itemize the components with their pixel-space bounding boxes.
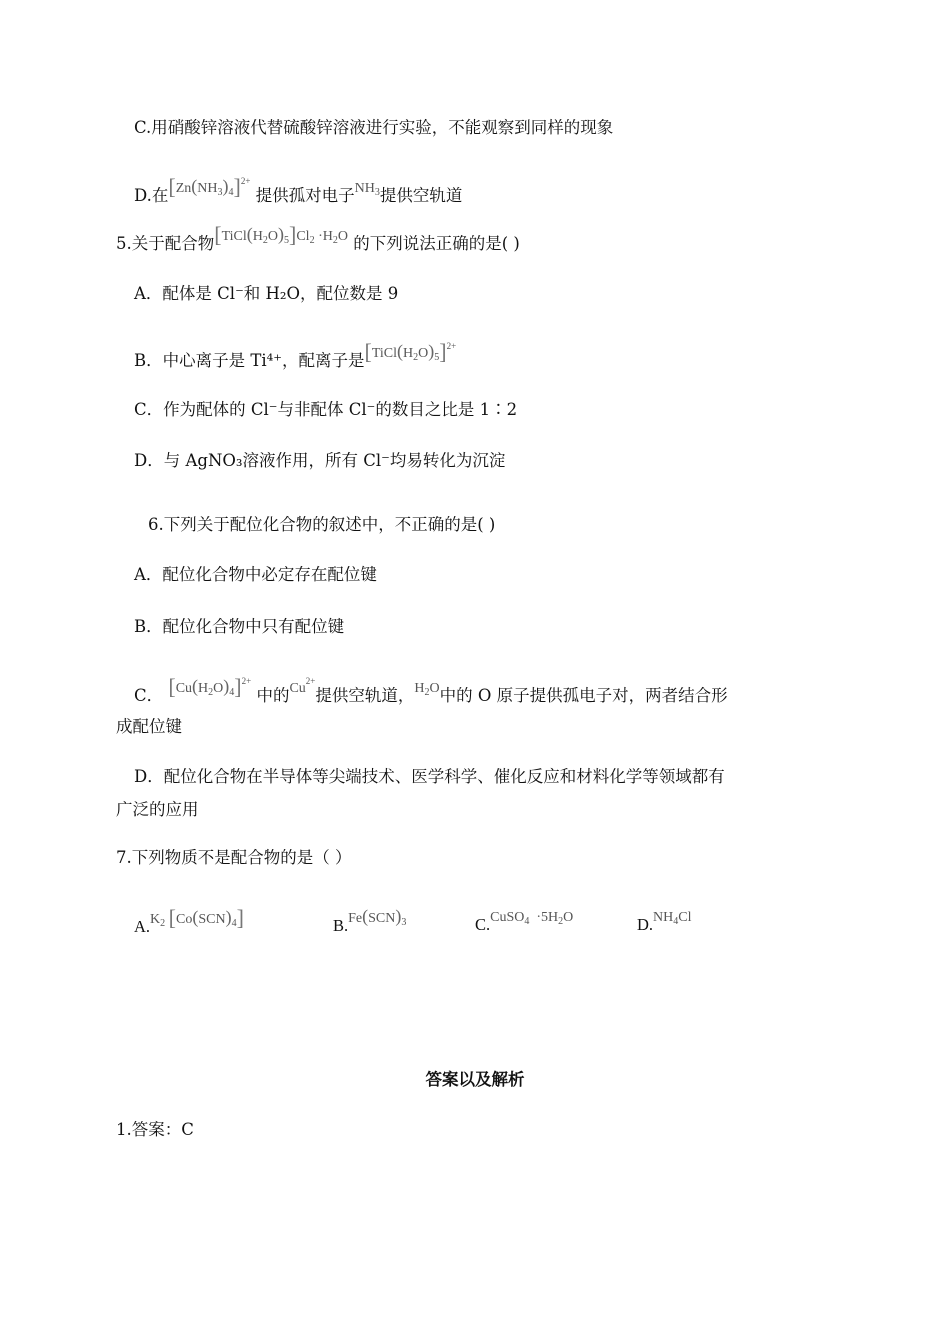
formula-nh3: NH3 [354, 181, 380, 198]
formula-h2o: H2O [414, 681, 440, 698]
q6-option-c-prefix: C． [134, 686, 164, 705]
q5-option-b [134, 339, 457, 374]
q6-option-c-mid1: 中的 [256, 686, 290, 705]
answers-heading: 答案以及解析 [425, 1070, 525, 1089]
formula-ticl-complex-ion: [TiCl(H2O)5]2+ [364, 339, 457, 364]
q5-option-a: A．配体是 Cl⁻和 H₂O，配位数是 9 [134, 284, 399, 303]
q7-option-b [333, 906, 407, 939]
formula-cuso4-5h2o: CuSO4 ·5H2O [490, 910, 574, 927]
formula-nh4cl: NH4Cl [653, 910, 692, 927]
q6-option-c-line2: 成配位键 [116, 717, 182, 736]
q5-stem [116, 222, 520, 257]
q7-option-d-label: D. [637, 915, 654, 934]
q7-option-a-label: A. [134, 917, 151, 936]
q4-option-d-mid: 提供孤对电子 [255, 186, 355, 205]
q5-stem-prefix: 5.关于配合物 [116, 234, 215, 253]
q6-option-d-line1: D．配位化合物在半导体等尖端技术、医学科学、催化反应和材料化学等领域都有 [134, 767, 725, 786]
q5-option-c: C．作为配体的 Cl⁻与非配体 Cl⁻的数目之比是 1∶2 [134, 400, 518, 419]
q6-stem: 6.下列关于配位化合物的叙述中，不正确的是( ) [148, 515, 496, 534]
q7-option-c [475, 910, 574, 938]
q6-option-d-line2: 广泛的应用 [116, 800, 199, 819]
q6-option-c-mid2: 提供空轨道， [315, 686, 415, 705]
q5-stem-suffix: 的下列说法正确的是( ) [353, 234, 520, 253]
q7-option-a [134, 905, 244, 940]
q6-option-b: B．配位化合物中只有配位键 [134, 617, 345, 636]
q7-option-d [637, 910, 692, 938]
q6-option-c [134, 674, 728, 709]
formula-k2-co-scn4: K2 [Co(SCN)4] [150, 905, 244, 930]
formula-zn-nh3-complex: [Zn(NH3)4]2+ [168, 174, 251, 199]
q6-option-c-mid3: 中的 O 原子提供孤电子对，两者结合形 [439, 686, 728, 705]
q5-option-d: D．与 AgNO₃溶液作用，所有 Cl⁻均易转化为沉淀 [134, 451, 506, 470]
q4-option-d-prefix: D.在 [134, 186, 169, 205]
q4-option-d [134, 174, 463, 209]
q7-option-c-label: C. [475, 915, 491, 934]
formula-cu-h2o-complex: [Cu(H2O)4]2+ [168, 674, 252, 699]
q4-option-d-suffix: 提供空轨道 [379, 186, 463, 205]
formula-cu2plus: Cu2+ [289, 676, 316, 696]
formula-ticl-complex-salt: [TiCl(H2O)5]Cl2 ·H2O [214, 222, 348, 247]
q7-option-b-label: B. [333, 916, 349, 935]
answer-1: 1.答案：C [116, 1120, 194, 1139]
q5-option-b-prefix: B．中心离子是 Ti⁴⁺，配离子是 [134, 351, 365, 370]
q7-stem: 7.下列物质不是配合物的是（ ） [116, 848, 352, 867]
q6-option-a: A．配位化合物中必定存在配位键 [134, 565, 377, 584]
q4-option-c: C.用硝酸锌溶液代替硫酸锌溶液进行实验，不能观察到同样的现象 [134, 118, 614, 137]
formula-fe-scn3: Fe(SCN)3 [348, 906, 407, 928]
